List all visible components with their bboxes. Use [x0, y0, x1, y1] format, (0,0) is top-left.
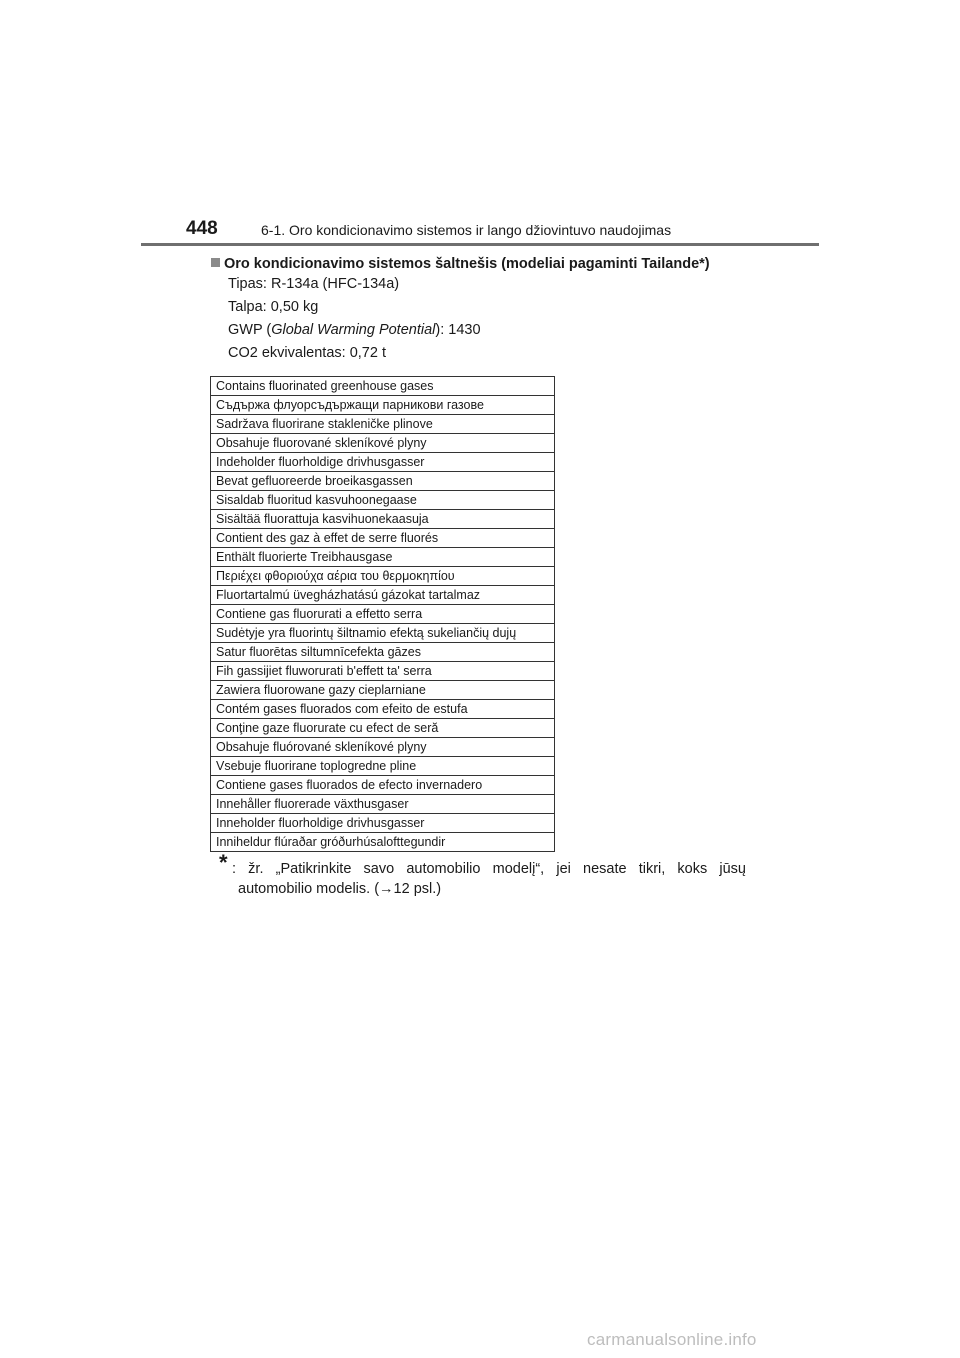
table-row: Sisältää fluorattuja kasvihuonekaasuja — [211, 510, 554, 529]
table-row: Satur fluorētas siltumnīcefekta gāzes — [211, 643, 554, 662]
gwp-term: Global Warming Potential — [271, 322, 436, 338]
page-number: 448 — [186, 218, 218, 239]
watermark: carmanualsonline.info — [587, 1330, 757, 1349]
footnote-marker: * — [219, 850, 228, 875]
table-row: Contém gases fluorados com efeito de estufa — [211, 700, 554, 719]
table-row: Inneholder fluorholdige drivhusgasser — [211, 814, 554, 833]
header-rule — [141, 243, 819, 246]
gwp-prefix: GWP ( — [228, 322, 272, 338]
table-row: Zawiera fluorowane gazy cieplarniane — [211, 681, 554, 700]
table-row: Contiene gases fluorados de efecto invernadero — [211, 776, 554, 795]
table-row: Conţine gaze fluorurate cu efect de seră — [211, 719, 554, 738]
table-row: Indeholder fluorholdige drivhusgasser — [211, 453, 554, 472]
table-row: Съдържа флуорсъдържащи парникови газове — [211, 396, 554, 415]
table-row: Sisaldab fluoritud kasvuhoonegaase — [211, 491, 554, 510]
refrigerant-capacity: Talpa: 0,50 kg — [228, 299, 319, 315]
section-heading — [211, 256, 710, 272]
table-row: Enthält fluorierte Treibhausgase — [211, 548, 554, 567]
table-row: Bevat gefluoreerde broeikasgassen — [211, 472, 554, 491]
footnote-line-2: automobilio modelis. (→12 psl.) — [238, 881, 442, 897]
table-row: Sadržava fluorirane stakleničke plinove — [211, 415, 554, 434]
square-bullet-icon — [211, 258, 220, 267]
gwp-line — [228, 322, 481, 338]
table-row: Contains fluorinated greenhouse gases — [211, 377, 554, 396]
table-row: Obsahuje fluorované skleníkové plyny — [211, 434, 554, 453]
refrigerant-type: Tipas: R-134a (HFC-134a) — [228, 276, 400, 292]
table-row: Contient des gaz à effet de serre fluorés — [211, 529, 554, 548]
co2-equivalent: CO2 ekvivalentas: 0,72 t — [228, 345, 386, 361]
table-row: Sudėtyje yra fluorintų šiltnamio efektą sukeliančių dujų — [211, 624, 554, 643]
table-row: Fluortartalmú üvegházhatású gázokat tartalmaz — [211, 586, 554, 605]
table-row: Contiene gas fluorurati a effetto serra — [211, 605, 554, 624]
section-heading-text: Oro kondicionavimo sistemos šaltnešis (modeliai pagaminti Tailande*) — [224, 256, 710, 272]
table-row: Innehåller fluorerade växthusgaser — [211, 795, 554, 814]
gwp-suffix: ): 1430 — [435, 322, 481, 338]
table-row: Obsahuje fluórované skleníkové plyny — [211, 738, 554, 757]
table-row: Περιέχει φθοριούχα αέρια του θερμοκηπίου — [211, 567, 554, 586]
running-head: 6-1. Oro kondicionavimo sistemos ir lango džiovintuvo naudojimas — [261, 222, 672, 238]
table-row: Fih gassijiet fluworurati b'effett ta' serra — [211, 662, 554, 681]
gas-label-table — [210, 376, 555, 852]
footnote-line-1: : žr. „Patikrinkite savo automobilio modelį“, jei nesate tikri, koks jūsų — [232, 861, 746, 877]
table-row: Inniheldur flúraðar gróðurhúsalofttegundir — [211, 833, 554, 852]
table-row: Vsebuje fluorirane toplogredne pline — [211, 757, 554, 776]
